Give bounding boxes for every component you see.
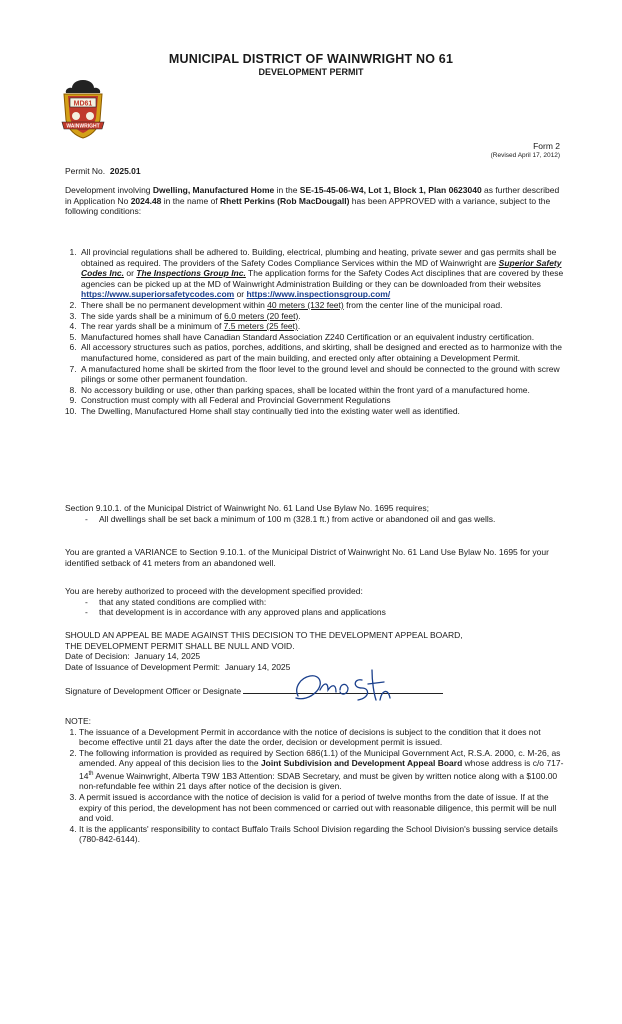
authorization-text: You are hereby authorized to proceed with the development specified provided: bbox=[65, 586, 363, 596]
authorization-bullet: - that development is in accordance with any approved plans and applications bbox=[85, 607, 565, 618]
authorization-bullets bbox=[65, 597, 565, 618]
conditions-list bbox=[65, 247, 569, 417]
section-bullet: - All dwellings shall be set back a minimum of 100 m (328.1 ft.) from active or abandoned oil and gas wells. bbox=[85, 514, 565, 525]
note-item: 3. A permit issued is accordance with the notice of decision is valid for a period of twelve months from the date of issue. If at the expiry of this period, the development has not been commenced or carried out with reasonable diligence, this permit will be null and void. bbox=[79, 792, 565, 824]
condition-item: 3. The side yards shall be a minimum of 6.0 meters (20 feet). bbox=[79, 311, 569, 322]
condition-item: 6. All accessory structures such as patios, porches, additions, and skirting, shall be designed and erected as to harmonize with the manufactured home, considered as part of the main building, and erected only after obtaining a Development Permit. bbox=[79, 342, 569, 363]
condition-item: 4. The rear yards shall be a minimum of 7.5 meters (25 feet). bbox=[79, 321, 569, 332]
variance-paragraph: You are granted a VARIANCE to Section 9.10.1. of the Municipal District of Wainwright No. 61 Land Use Bylaw No. 1695 for your identified setback of 41 meters from an abandoned well. bbox=[65, 547, 549, 568]
note-item: 2. The following information is provided as required by Section 686(1.1) of the Municipal Government Act, R.S.A. 2000, c. M-26, as amended. Any appeal of this decision lies to the Joint Subdivision and Development Appeal Board whose address is c/o 717-14th Avenue Wainwright, Alberta T9W 1B3 Attention: SDAB Secretary, and must be given by written notice along with a $100.00 non-refundable fee within 21 days after notice of the decision is given. bbox=[79, 748, 565, 792]
development-type: Dwelling, Manufactured Home bbox=[152, 185, 275, 195]
appeal-warning: SHOULD AN APPEAL BE MADE AGAINST THIS DECISION TO THE DEVELOPMENT APPEAL BOARD, bbox=[65, 630, 463, 640]
intro-text: as further described in Application No bbox=[65, 185, 560, 206]
note-item: 4. It is the applicants' responsibility to contact Buffalo Trails School Division regarding the School Division's bussing service details (780-842-6144). bbox=[79, 824, 565, 845]
section-text: Section 9.10.1. of the Municipal District of Wainwright No. 61 Land Use Bylaw No. 1695 requires; bbox=[65, 503, 429, 513]
note-item: 1. The issuance of a Development Permit in accordance with the notice of decisions is subject to the condition that it does not become effective until 21 days after the date the order, decision or development permit is issued. bbox=[79, 727, 565, 748]
appeal-warning: THE DEVELOPMENT PERMIT SHALL BE NULL AND VOID. bbox=[65, 640, 295, 651]
applicant-name: Rhett Perkins (Rob MacDougall) bbox=[220, 195, 350, 206]
intro-paragraph bbox=[65, 185, 565, 217]
handwritten-signature-icon bbox=[276, 660, 416, 708]
application-number: 2024.48 bbox=[130, 195, 162, 206]
issuance-date: Date of Issuance of Development Permit: January 14, 2025 bbox=[65, 661, 291, 672]
form-name: Form 2 bbox=[533, 141, 560, 151]
notes-block bbox=[65, 716, 565, 845]
intro-text: in the name of bbox=[161, 195, 221, 206]
agency-link[interactable]: The Inspections Group Inc. bbox=[136, 268, 246, 279]
section-requirement bbox=[65, 503, 565, 524]
signature-label: Signature of Development Officer or Designate bbox=[65, 686, 242, 697]
form-revised: (Revised April 17, 2012) bbox=[490, 152, 560, 159]
authorization-paragraph bbox=[65, 586, 565, 618]
permit-value: 2025.01 bbox=[109, 166, 141, 176]
intro-text: Development involving bbox=[65, 185, 153, 195]
website-link[interactable]: https://www.superiorsafetycodes.com bbox=[81, 289, 235, 300]
condition-item: 5. Manufactured homes shall have Canadian Standard Association Z240 Certification or an equivalent industry certification. bbox=[79, 332, 569, 343]
website-link[interactable]: https://www.inspectionsgroup.com/ bbox=[246, 289, 391, 300]
notes-title: NOTE: bbox=[65, 716, 91, 726]
condition-item: 7. A manufactured home shall be skirted from the floor level to the ground level and should be connected to the ground with screw pilings or some other permanent foundation. bbox=[79, 364, 569, 385]
logo-text-top: MD61 bbox=[73, 100, 93, 108]
condition-item: 9. Construction must comply with all Federal and Provincial Government Regulations bbox=[79, 395, 569, 406]
section-bullets bbox=[65, 514, 565, 525]
notes-list bbox=[65, 727, 565, 845]
form-number bbox=[491, 141, 560, 161]
intro-text: has been APPROVED with a variance, subject to the following conditions: bbox=[65, 195, 551, 217]
intro-text: in the bbox=[274, 185, 300, 195]
condition-item: 2. There shall be no permanent development within 40 meters (132 feet) from the center line of the municipal road. bbox=[79, 300, 569, 311]
condition-item: 1. All provincial regulations shall be adhered to. Building, electrical, plumbing and heating, private sewer and gas permits shall be obtained as required. The providers of the Safety Codes Compliance Services within the MD of Wainwright are Superior Safety Codes Inc. or The Inspections Group Inc. The application forms for the Safety Codes Act disciplines that are covered by these agencies can be picked up at the MD of Wainwright Administration Building or they can be downloaded from their websites https://www.superiorsafetycodes.com or https://www.inspectionsgroup.com/ bbox=[79, 247, 569, 300]
agency-link[interactable]: Superior Safety Codes Inc. bbox=[81, 257, 562, 279]
decision-date: Date of Decision: January 14, 2025 bbox=[65, 651, 201, 662]
md-crest-logo-icon bbox=[58, 78, 108, 142]
permit-number bbox=[65, 166, 141, 176]
legal-location: SE-15-45-06-W4, Lot 1, Block 1, Plan 0623040 bbox=[299, 185, 482, 195]
page-title: MUNICIPAL DISTRICT OF WAINWRIGHT NO 61 bbox=[168, 52, 454, 66]
permit-label: Permit No. bbox=[65, 166, 106, 176]
authorization-bullet: - that any stated conditions are complied with: bbox=[85, 597, 565, 608]
logo-text-banner: WAINWRIGHT bbox=[66, 123, 100, 130]
condition-item: 10. The Dwelling, Manufactured Home shall stay continually tied into the existing water well as identified. bbox=[79, 406, 569, 417]
condition-item: 8. No accessory building or use, other than parking spaces, shall be located within the front yard of a manufactured home. bbox=[79, 385, 569, 396]
page-subtitle: DEVELOPMENT PERMIT bbox=[258, 67, 364, 77]
